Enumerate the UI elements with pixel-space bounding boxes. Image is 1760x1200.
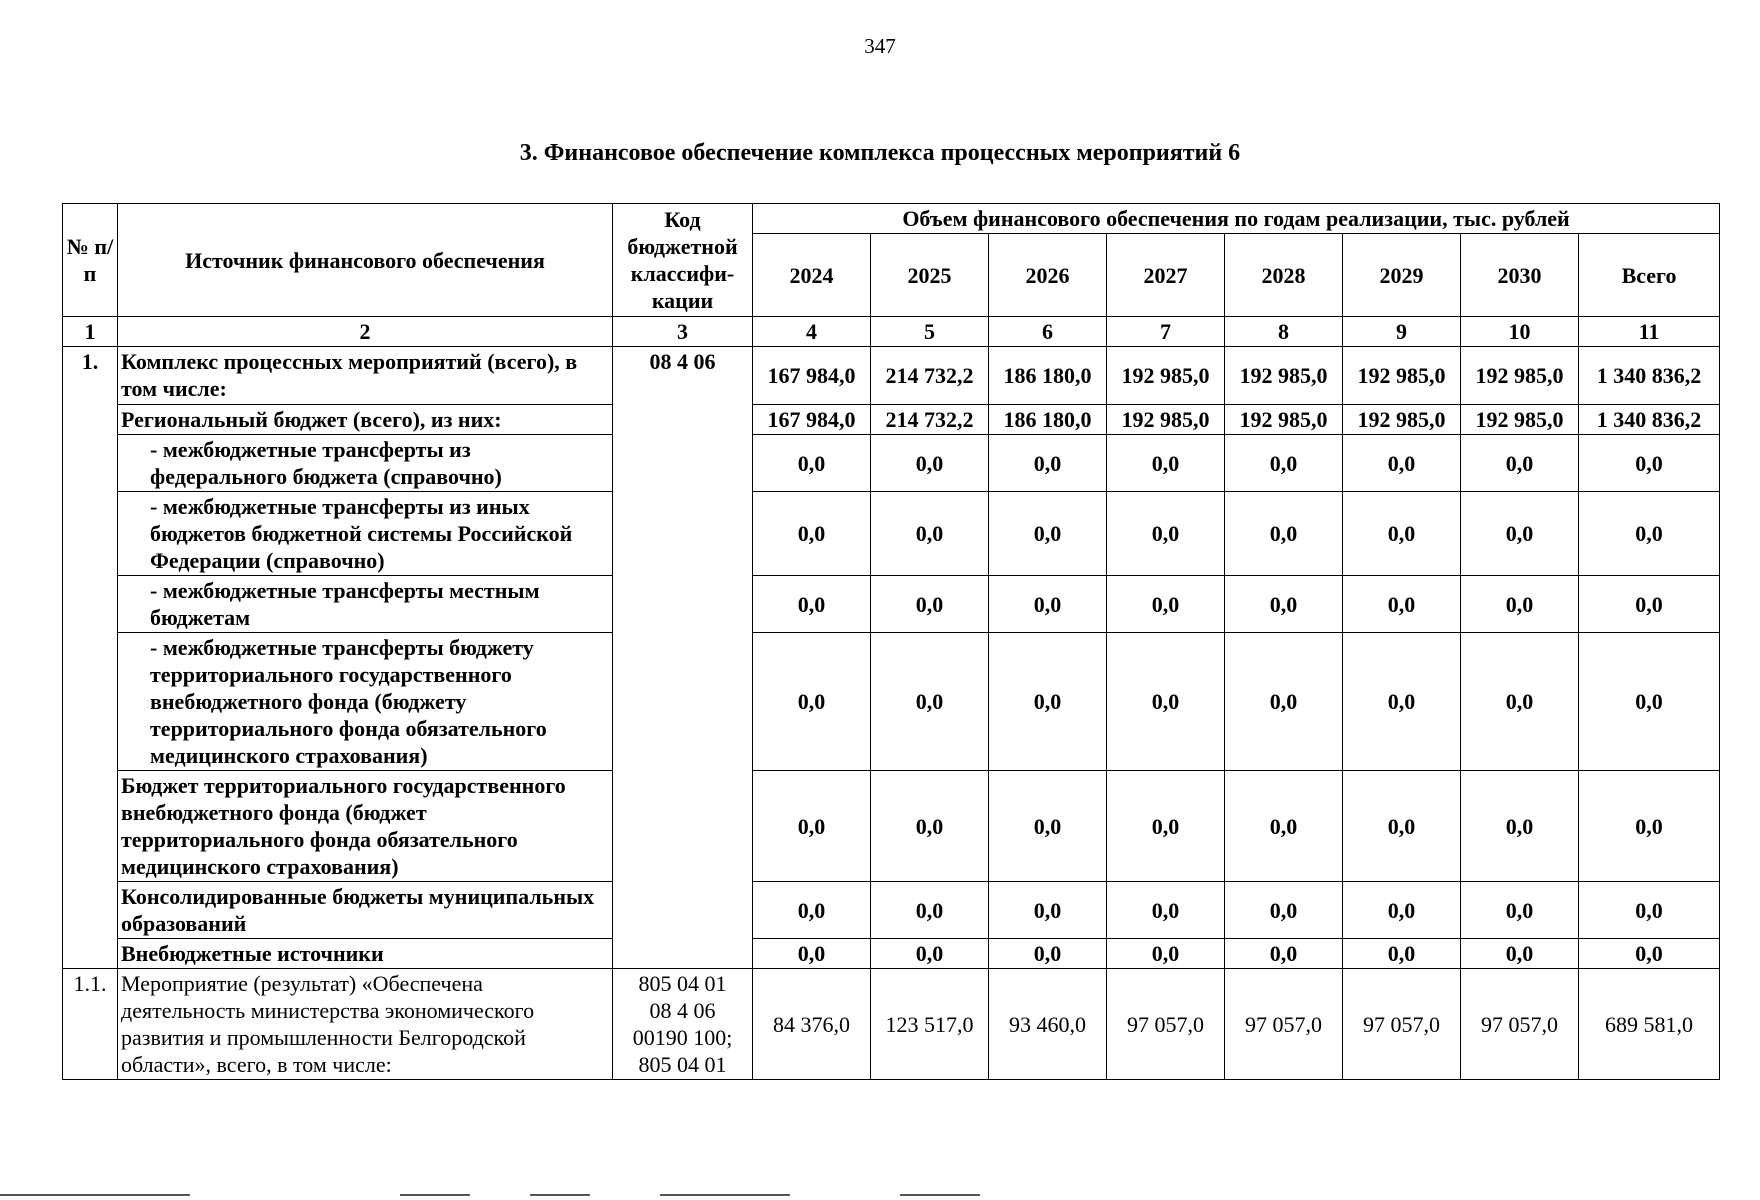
source-cell: Комплекс процессных мероприятий (всего), в том числе: xyxy=(118,347,613,405)
value-cell: 0,0 xyxy=(871,882,989,939)
value-cell: 0,0 xyxy=(1225,633,1343,771)
value-cell: 192 985,0 xyxy=(1461,405,1579,435)
value-cell: 0,0 xyxy=(1107,882,1225,939)
header-code: Код бюджетной классифи-кации xyxy=(613,204,753,317)
value-cell: 0,0 xyxy=(1461,576,1579,633)
row-number: 1.1. xyxy=(63,969,118,1080)
budget-code-line: 805 04 01 xyxy=(638,1052,727,1077)
value-cell: 0,0 xyxy=(989,939,1107,969)
value-cell: 192 985,0 xyxy=(1225,405,1343,435)
column-number: 2 xyxy=(118,317,613,347)
value-cell: 0,0 xyxy=(1225,771,1343,882)
scan-artifact-line xyxy=(0,1194,190,1196)
header-total: Всего xyxy=(1579,234,1720,317)
budget-code-cell xyxy=(613,969,753,1080)
value-cell: 0,0 xyxy=(1461,771,1579,882)
header-year: 2030 xyxy=(1461,234,1579,317)
value-cell: 0,0 xyxy=(871,771,989,882)
value-cell: 97 057,0 xyxy=(1107,969,1225,1080)
value-cell: 0,0 xyxy=(871,492,989,576)
source-cell: Консолидированные бюджеты муниципальных образований xyxy=(118,882,613,939)
value-cell: 0,0 xyxy=(1107,576,1225,633)
financing-table xyxy=(62,203,1720,1080)
table-row xyxy=(63,882,1720,939)
value-cell: 0,0 xyxy=(1343,633,1461,771)
value-cell: 0,0 xyxy=(753,492,871,576)
value-cell: 0,0 xyxy=(1107,633,1225,771)
value-cell: 0,0 xyxy=(871,435,989,492)
value-cell: 0,0 xyxy=(1107,939,1225,969)
scan-artifact-line xyxy=(400,1194,470,1196)
value-cell: 0,0 xyxy=(1107,492,1225,576)
budget-code-line: 00190 100; xyxy=(632,1025,733,1050)
value-cell: 0,0 xyxy=(1225,435,1343,492)
source-cell: - межбюджетные трансферты местным бюджетам xyxy=(118,576,613,633)
table-row xyxy=(63,576,1720,633)
column-number: 7 xyxy=(1107,317,1225,347)
value-cell: 0,0 xyxy=(989,882,1107,939)
total-cell: 0,0 xyxy=(1579,882,1720,939)
value-cell: 0,0 xyxy=(1461,492,1579,576)
budget-code-line: 805 04 01 xyxy=(638,971,727,996)
value-cell: 0,0 xyxy=(1461,633,1579,771)
value-cell: 0,0 xyxy=(989,492,1107,576)
table-row xyxy=(63,435,1720,492)
value-cell: 0,0 xyxy=(989,633,1107,771)
value-cell: 192 985,0 xyxy=(1225,347,1343,405)
value-cell: 97 057,0 xyxy=(1461,969,1579,1080)
header-year: 2024 xyxy=(753,234,871,317)
value-cell: 0,0 xyxy=(1343,492,1461,576)
header-row-top xyxy=(63,204,1720,234)
header-year: 2025 xyxy=(871,234,989,317)
value-cell: 0,0 xyxy=(1107,771,1225,882)
value-cell: 0,0 xyxy=(753,939,871,969)
value-cell: 0,0 xyxy=(1107,435,1225,492)
column-number: 6 xyxy=(989,317,1107,347)
total-cell: 0,0 xyxy=(1579,492,1720,576)
value-cell: 186 180,0 xyxy=(989,405,1107,435)
value-cell: 0,0 xyxy=(753,882,871,939)
value-cell: 123 517,0 xyxy=(871,969,989,1080)
header-num: № п/п xyxy=(63,204,118,317)
section-title: 3. Финансовое обеспечение комплекса процессных мероприятий 6 xyxy=(519,140,1241,166)
column-number: 5 xyxy=(871,317,989,347)
value-cell: 192 985,0 xyxy=(1107,347,1225,405)
value-cell: 0,0 xyxy=(753,576,871,633)
value-cell: 0,0 xyxy=(1343,435,1461,492)
total-cell: 689 581,0 xyxy=(1579,969,1720,1080)
value-cell: 93 460,0 xyxy=(989,969,1107,1080)
row-number: 1. xyxy=(63,347,118,969)
value-cell: 0,0 xyxy=(1461,939,1579,969)
value-cell: 167 984,0 xyxy=(753,405,871,435)
header-year: 2026 xyxy=(989,234,1107,317)
source-cell: Бюджет территориального государственного внебюджетного фонда (бюджет территориального фонда обязательного медицинского страхования) xyxy=(118,771,613,882)
value-cell: 0,0 xyxy=(753,633,871,771)
total-cell: 0,0 xyxy=(1579,771,1720,882)
value-cell: 192 985,0 xyxy=(1343,347,1461,405)
column-number: 1 xyxy=(63,317,118,347)
value-cell: 192 985,0 xyxy=(1107,405,1225,435)
column-number: 10 xyxy=(1461,317,1579,347)
value-cell: 0,0 xyxy=(871,576,989,633)
column-number: 8 xyxy=(1225,317,1343,347)
source-cell: - межбюджетные трансферты из иных бюджетов бюджетной системы Российской Федерации (справочно) xyxy=(118,492,613,576)
value-cell: 0,0 xyxy=(1343,771,1461,882)
column-number: 11 xyxy=(1579,317,1720,347)
table-row xyxy=(63,939,1720,969)
value-cell: 0,0 xyxy=(989,576,1107,633)
scan-artifact-line xyxy=(900,1194,980,1196)
source-cell: Региональный бюджет (всего), из них: xyxy=(118,405,613,435)
source-cell: Внебюджетные источники xyxy=(118,939,613,969)
column-number: 3 xyxy=(613,317,753,347)
column-number-row xyxy=(63,317,1720,347)
scan-artifact-line xyxy=(660,1194,790,1196)
value-cell: 192 985,0 xyxy=(1461,347,1579,405)
value-cell: 0,0 xyxy=(871,939,989,969)
table-row xyxy=(63,633,1720,771)
header-volume: Объем финансового обеспечения по годам реализации, тыс. рублей xyxy=(753,204,1720,234)
table-row xyxy=(63,405,1720,435)
total-cell: 1 340 836,2 xyxy=(1579,405,1720,435)
value-cell: 0,0 xyxy=(753,435,871,492)
value-cell: 0,0 xyxy=(1461,435,1579,492)
header-source: Источник финансового обеспечения xyxy=(118,204,613,317)
table-row xyxy=(63,492,1720,576)
value-cell: 0,0 xyxy=(1343,939,1461,969)
column-number: 9 xyxy=(1343,317,1461,347)
value-cell: 0,0 xyxy=(871,633,989,771)
value-cell: 0,0 xyxy=(989,435,1107,492)
page-number: 347 xyxy=(864,34,896,58)
value-cell: 186 180,0 xyxy=(989,347,1107,405)
value-cell: 0,0 xyxy=(1343,882,1461,939)
column-number: 4 xyxy=(753,317,871,347)
scan-artifact-line xyxy=(530,1194,590,1196)
value-cell: 84 376,0 xyxy=(753,969,871,1080)
value-cell: 192 985,0 xyxy=(1343,405,1461,435)
value-cell: 0,0 xyxy=(1225,576,1343,633)
header-year: 2028 xyxy=(1225,234,1343,317)
value-cell: 214 732,2 xyxy=(871,347,989,405)
total-cell: 1 340 836,2 xyxy=(1579,347,1720,405)
header-year: 2027 xyxy=(1107,234,1225,317)
value-cell: 0,0 xyxy=(753,771,871,882)
value-cell: 0,0 xyxy=(989,771,1107,882)
budget-code-line: 08 4 06 xyxy=(649,998,716,1023)
total-cell: 0,0 xyxy=(1579,435,1720,492)
value-cell: 0,0 xyxy=(1225,882,1343,939)
value-cell: 214 732,2 xyxy=(871,405,989,435)
source-cell: Мероприятие (результат) «Обеспечена деятельность министерства экономического развития и промышленности Белгородской области», всего, в том числе: xyxy=(118,969,613,1080)
value-cell: 0,0 xyxy=(1343,576,1461,633)
table-row xyxy=(63,771,1720,882)
value-cell: 0,0 xyxy=(1225,492,1343,576)
source-cell: - межбюджетные трансферты бюджету территориального государственного внебюджетного фонда (бюджету территориального фонда обязательного медицинского страхования) xyxy=(118,633,613,771)
value-cell: 0,0 xyxy=(1461,882,1579,939)
value-cell: 167 984,0 xyxy=(753,347,871,405)
value-cell: 97 057,0 xyxy=(1343,969,1461,1080)
source-cell: - межбюджетные трансферты из федерального бюджета (справочно) xyxy=(118,435,613,492)
table-row xyxy=(63,969,1720,1080)
total-cell: 0,0 xyxy=(1579,576,1720,633)
table-row xyxy=(63,347,1720,405)
value-cell: 0,0 xyxy=(1225,939,1343,969)
header-year: 2029 xyxy=(1343,234,1461,317)
value-cell: 97 057,0 xyxy=(1225,969,1343,1080)
total-cell: 0,0 xyxy=(1579,939,1720,969)
total-cell: 0,0 xyxy=(1579,633,1720,771)
budget-code-cell: 08 4 06 xyxy=(613,347,753,969)
